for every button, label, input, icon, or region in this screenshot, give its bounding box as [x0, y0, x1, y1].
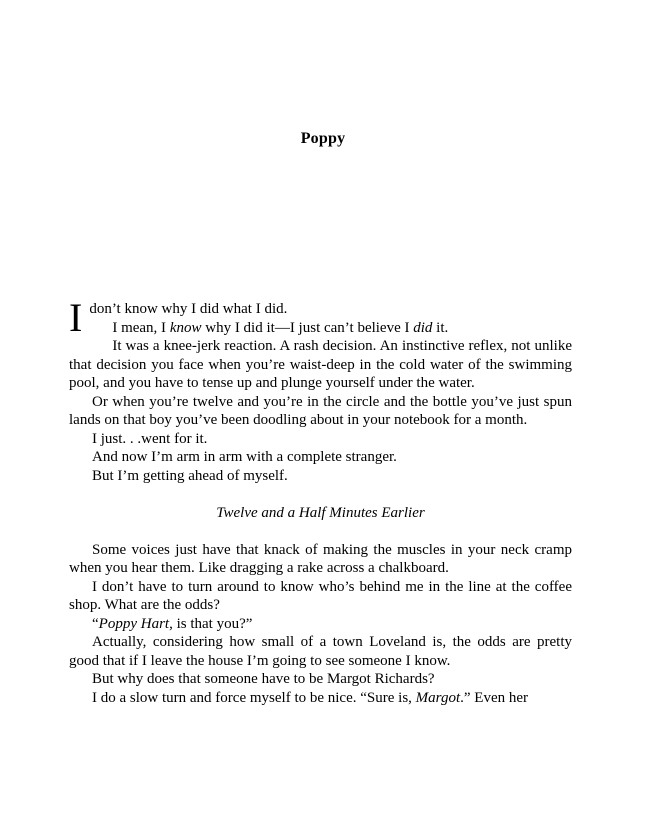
text-segment: why I did it—I just can’t believe I — [201, 319, 414, 336]
text-segment: “ — [92, 615, 99, 632]
text-segment: it. — [432, 319, 449, 336]
paragraph — [69, 615, 572, 634]
text-segment: don’t know why I did what I did. — [89, 301, 288, 317]
italic-text: Poppy Hart — [98, 615, 170, 632]
paragraph — [69, 670, 572, 689]
paragraph — [69, 467, 572, 486]
paragraph — [69, 448, 572, 467]
paragraph — [69, 578, 572, 615]
paragraph — [69, 393, 572, 430]
drop-cap: I — [69, 295, 83, 340]
paragraph — [69, 633, 572, 670]
text-segment: But why does that someone have to be Margot Richards? — [92, 671, 435, 687]
text-segment: , is that you?” — [169, 615, 253, 632]
text-segment: Some voices just have that knack of making the muscles in your neck cramp when you hear them. Like dragging a rake across a chalkboard. — [69, 541, 572, 576]
chapter-title: Poppy — [300, 130, 346, 147]
paragraph — [69, 319, 572, 338]
text-segment: I just. . .went for it. — [92, 430, 208, 447]
text-segment: And now I’m arm in arm with a complete stranger. — [92, 449, 397, 465]
text-segment: I don’t have to turn around to know who’s behind me in the line at the coffee shop. What are the odds? — [69, 578, 572, 613]
text-segment: .” Even her — [460, 689, 529, 706]
text-segment: I mean, I — [112, 319, 170, 336]
text-segment: Actually, considering how small of a town Loveland is, the odds are pretty good that if I leave the house I’m going to see someone I know. — [69, 634, 572, 669]
paragraph — [69, 337, 572, 393]
italic-text: Twelve and a Half Minutes Earlier — [216, 504, 425, 521]
text-segment: It was a knee-jerk reaction. A rash decision. An instinctive reflex, not unlike that decision you face when you’re waist-deep in the cold water of the swimming pool, and you have to tense up and plunge yourself under the water. — [69, 338, 572, 391]
text-segment: But I’m getting ahead of myself. — [92, 467, 288, 484]
paragraph — [69, 689, 572, 708]
page-text — [69, 295, 572, 707]
text-segment: I do a slow turn and force myself to be nice. “Sure is, — [92, 689, 416, 706]
italic-text: know — [169, 319, 202, 336]
paragraph — [69, 541, 572, 578]
section-heading — [69, 504, 572, 523]
text-segment: Or when you’re twelve and you’re in the circle and the bottle you’ve just spun lands on that boy you’ve been doodling about in your notebook for a month. — [69, 393, 572, 428]
italic-text: did — [413, 319, 433, 336]
paragraph — [69, 430, 572, 449]
italic-text: Margot — [415, 689, 461, 706]
